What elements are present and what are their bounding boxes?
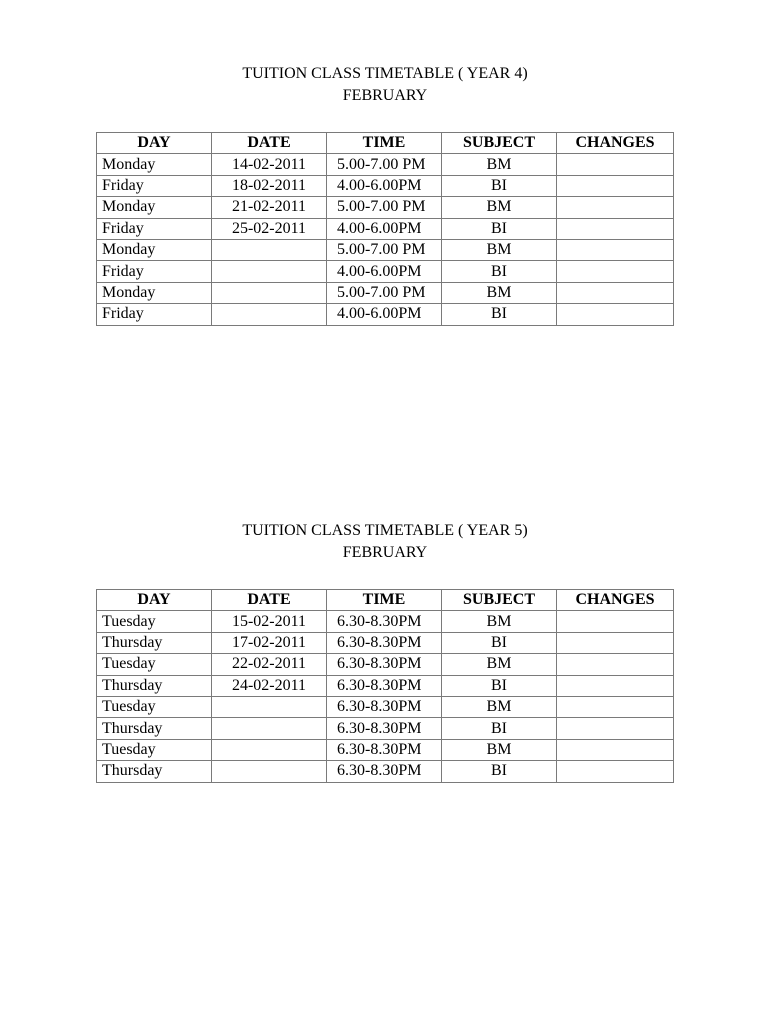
date-cell — [212, 761, 327, 782]
day-cell: Thursday — [97, 675, 212, 696]
table-row — [97, 611, 674, 632]
date-cell — [212, 304, 327, 325]
time-cell: 6.30-8.30PM — [327, 675, 442, 696]
date-cell: 21-02-2011 — [212, 197, 327, 218]
date-cell: 18-02-2011 — [212, 175, 327, 196]
changes-cell — [557, 675, 674, 696]
day-cell: Tuesday — [97, 739, 212, 760]
subject-cell: BM — [442, 739, 557, 760]
table-row — [97, 632, 674, 653]
day-cell: Monday — [97, 154, 212, 175]
table-row — [97, 675, 674, 696]
timetable-year-5 — [96, 589, 674, 783]
changes-cell — [557, 261, 674, 282]
day-cell: Tuesday — [97, 654, 212, 675]
day-cell: Monday — [97, 197, 212, 218]
time-header: TIME — [327, 133, 442, 154]
day-cell: Tuesday — [97, 696, 212, 717]
subject-header: SUBJECT — [442, 133, 557, 154]
table-row — [97, 282, 674, 303]
day-cell: Friday — [97, 218, 212, 239]
table-row — [97, 761, 674, 782]
day-cell: Monday — [97, 239, 212, 260]
changes-cell — [557, 282, 674, 303]
day-cell: Thursday — [97, 632, 212, 653]
day-header: DAY — [97, 590, 212, 611]
day-cell: Tuesday — [97, 611, 212, 632]
day-cell: Monday — [97, 282, 212, 303]
date-cell: 15-02-2011 — [212, 611, 327, 632]
subject-cell: BI — [442, 718, 557, 739]
time-header: TIME — [327, 590, 442, 611]
changes-cell — [557, 218, 674, 239]
subject-cell: BI — [442, 175, 557, 196]
time-cell: 6.30-8.30PM — [327, 611, 442, 632]
table-row — [97, 175, 674, 196]
subject-cell: BM — [442, 654, 557, 675]
date-cell: 17-02-2011 — [212, 632, 327, 653]
date-cell — [212, 696, 327, 717]
day-header: DAY — [97, 133, 212, 154]
table-row — [97, 739, 674, 760]
changes-cell — [557, 654, 674, 675]
subject-cell: BM — [442, 154, 557, 175]
changes-header: CHANGES — [557, 590, 674, 611]
table-row — [97, 261, 674, 282]
subject-cell: BI — [442, 304, 557, 325]
date-header: DATE — [212, 133, 327, 154]
date-cell: 14-02-2011 — [212, 154, 327, 175]
table-row — [97, 218, 674, 239]
date-cell — [212, 282, 327, 303]
subject-header: SUBJECT — [442, 590, 557, 611]
date-cell — [212, 239, 327, 260]
changes-cell — [557, 696, 674, 717]
subject-cell: BM — [442, 282, 557, 303]
changes-cell — [557, 304, 674, 325]
date-cell — [212, 261, 327, 282]
changes-cell — [557, 154, 674, 175]
changes-cell — [557, 239, 674, 260]
table-row — [97, 304, 674, 325]
timetable-year-4 — [96, 132, 674, 326]
day-cell: Thursday — [97, 761, 212, 782]
header-row — [97, 590, 674, 611]
time-cell: 6.30-8.30PM — [327, 739, 442, 760]
day-cell: Friday — [97, 175, 212, 196]
timetable-section-year-4 — [0, 63, 768, 323]
changes-cell — [557, 718, 674, 739]
header-row — [97, 133, 674, 154]
subject-cell: BM — [442, 611, 557, 632]
subject-cell: BI — [442, 761, 557, 782]
timetable-month: FEBRUARY — [342, 87, 428, 104]
table-row — [97, 197, 674, 218]
table-row — [97, 154, 674, 175]
day-cell: Thursday — [97, 718, 212, 739]
changes-cell — [557, 611, 674, 632]
time-cell: 6.30-8.30PM — [327, 761, 442, 782]
time-cell: 4.00-6.00PM — [327, 175, 442, 196]
date-cell: 22-02-2011 — [212, 654, 327, 675]
time-cell: 5.00-7.00 PM — [327, 197, 442, 218]
time-cell: 6.30-8.30PM — [327, 696, 442, 717]
date-cell — [212, 718, 327, 739]
subject-cell: BI — [442, 675, 557, 696]
subject-cell: BI — [442, 632, 557, 653]
time-cell: 4.00-6.00PM — [327, 218, 442, 239]
table-row — [97, 239, 674, 260]
date-cell: 25-02-2011 — [212, 218, 327, 239]
time-cell: 5.00-7.00 PM — [327, 154, 442, 175]
changes-cell — [557, 175, 674, 196]
table-row — [97, 696, 674, 717]
time-cell: 4.00-6.00PM — [327, 304, 442, 325]
table-row — [97, 654, 674, 675]
day-cell: Friday — [97, 304, 212, 325]
changes-header: CHANGES — [557, 133, 674, 154]
time-cell: 6.30-8.30PM — [327, 654, 442, 675]
time-cell: 4.00-6.00PM — [327, 261, 442, 282]
changes-cell — [557, 739, 674, 760]
table-row — [97, 718, 674, 739]
subject-cell: BM — [442, 197, 557, 218]
changes-cell — [557, 632, 674, 653]
subject-cell: BM — [442, 239, 557, 260]
time-cell: 6.30-8.30PM — [327, 718, 442, 739]
time-cell: 6.30-8.30PM — [327, 632, 442, 653]
date-cell — [212, 739, 327, 760]
date-header: DATE — [212, 590, 327, 611]
subject-cell: BI — [442, 261, 557, 282]
time-cell: 5.00-7.00 PM — [327, 239, 442, 260]
timetable-title: TUITION CLASS TIMETABLE ( YEAR 5) — [242, 522, 528, 539]
timetable-month: FEBRUARY — [342, 544, 428, 561]
timetable-title: TUITION CLASS TIMETABLE ( YEAR 4) — [242, 65, 528, 82]
changes-cell — [557, 197, 674, 218]
day-cell: Friday — [97, 261, 212, 282]
date-cell: 24-02-2011 — [212, 675, 327, 696]
subject-cell: BI — [442, 218, 557, 239]
subject-cell: BM — [442, 696, 557, 717]
timetable-section-year-5 — [0, 520, 768, 780]
time-cell: 5.00-7.00 PM — [327, 282, 442, 303]
changes-cell — [557, 761, 674, 782]
